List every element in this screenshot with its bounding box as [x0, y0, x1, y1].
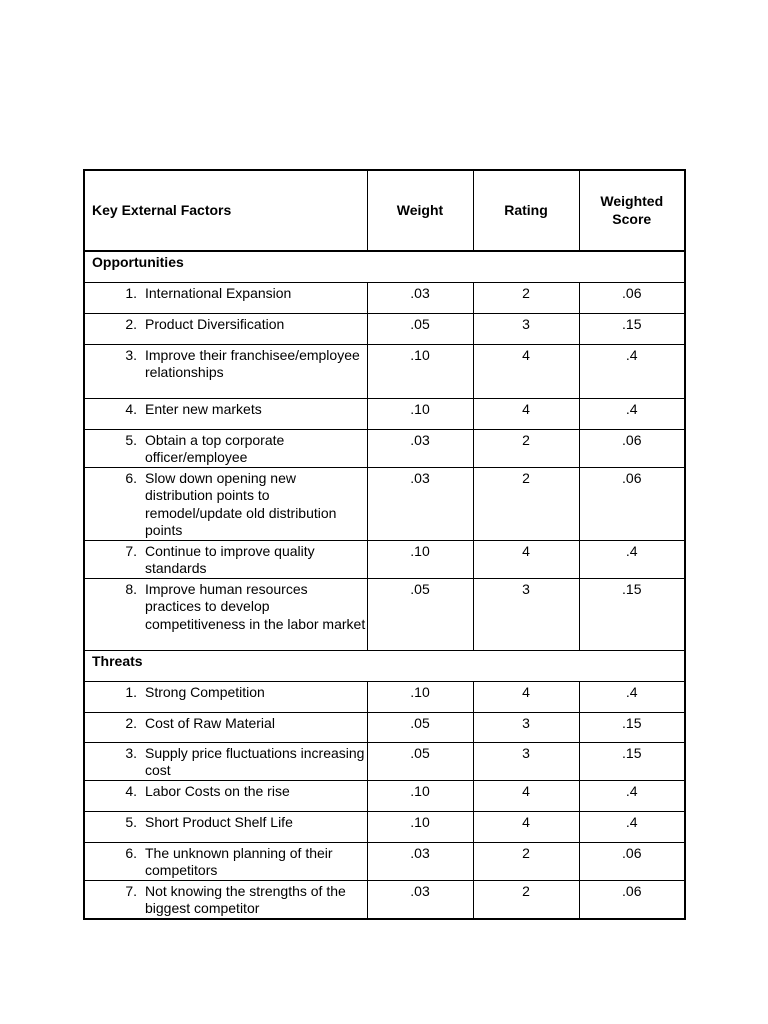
- header-weighted-score: Weighted Score: [579, 170, 685, 251]
- section-row-threats: [84, 650, 685, 681]
- factor-text: Short Product Shelf Life: [145, 813, 293, 830]
- rating-cell: 4: [473, 540, 579, 578]
- factor-text: Strong Competition: [145, 683, 265, 700]
- row-number: 1.: [125, 284, 137, 301]
- row-number: 7.: [125, 542, 137, 559]
- rating-cell: 4: [473, 344, 579, 398]
- factor-text: Continue to improve quality standards: [145, 542, 315, 576]
- rating-cell: 4: [473, 811, 579, 842]
- row-number: 8.: [125, 580, 137, 597]
- row-number: 7.: [125, 882, 137, 899]
- factor-text: Slow down opening new distribution points to remodel/update old distribution points: [145, 469, 337, 538]
- row-number: 6.: [125, 844, 137, 861]
- header-weight: Weight: [367, 170, 473, 251]
- score-cell: .4: [579, 344, 685, 398]
- weight-cell: .10: [367, 344, 473, 398]
- row-number: 3.: [125, 346, 137, 363]
- table-header-row: [84, 170, 685, 251]
- score-cell: .06: [579, 467, 685, 540]
- weight-cell: .10: [367, 811, 473, 842]
- section-title: Opportunities: [84, 251, 685, 282]
- table-row: [84, 429, 685, 467]
- rating-cell: 2: [473, 467, 579, 540]
- table-row: [84, 344, 685, 398]
- rating-cell: 3: [473, 712, 579, 742]
- table-row: [84, 880, 685, 919]
- section-row-opportunities: [84, 251, 685, 282]
- score-cell: .4: [579, 681, 685, 712]
- row-number: 2.: [125, 315, 137, 332]
- row-number: 2.: [125, 714, 137, 731]
- weight-cell: .03: [367, 842, 473, 880]
- factor-text: Product Diversification: [145, 315, 285, 332]
- table-row: [84, 742, 685, 780]
- factor-text: Cost of Raw Material: [145, 714, 275, 731]
- weight-cell: .10: [367, 681, 473, 712]
- rating-cell: 4: [473, 398, 579, 429]
- table-row: [84, 313, 685, 344]
- weight-cell: .05: [367, 313, 473, 344]
- score-cell: .4: [579, 540, 685, 578]
- weight-cell: .03: [367, 880, 473, 919]
- weight-cell: .05: [367, 712, 473, 742]
- factor-text: Improve their franchisee/employee relationships: [145, 346, 360, 380]
- row-number: 5.: [125, 813, 137, 830]
- efe-matrix-table: [83, 169, 686, 920]
- table-row: [84, 681, 685, 712]
- factor-text: International Expansion: [145, 284, 292, 301]
- weight-cell: .10: [367, 398, 473, 429]
- row-number: 4.: [125, 400, 137, 417]
- rating-cell: 4: [473, 780, 579, 811]
- row-number: 1.: [125, 683, 137, 700]
- header-rating: Rating: [473, 170, 579, 251]
- table-row: [84, 282, 685, 313]
- table-row: [84, 842, 685, 880]
- rating-cell: 2: [473, 282, 579, 313]
- rating-cell: 2: [473, 880, 579, 919]
- section-title: Threats: [84, 650, 685, 681]
- header-key-external-factors: Key External Factors: [84, 170, 367, 251]
- rating-cell: 3: [473, 313, 579, 344]
- score-cell: .15: [579, 712, 685, 742]
- factor-text: Obtain a top corporate officer/employee: [145, 431, 285, 465]
- score-cell: .06: [579, 880, 685, 919]
- score-cell: .15: [579, 313, 685, 344]
- weight-cell: .03: [367, 467, 473, 540]
- weight-cell: .05: [367, 742, 473, 780]
- table-row: [84, 578, 685, 650]
- weight-cell: .10: [367, 540, 473, 578]
- table-row: [84, 540, 685, 578]
- weight-cell: .03: [367, 429, 473, 467]
- factor-text: The unknown planning of their competitors: [145, 844, 333, 878]
- factor-text: Supply price fluctuations increasing cost: [145, 744, 365, 778]
- factor-text: Enter new markets: [145, 400, 262, 417]
- rating-cell: 2: [473, 842, 579, 880]
- table-row: [84, 467, 685, 540]
- table-row: [84, 780, 685, 811]
- row-number: 5.: [125, 431, 137, 448]
- table-row: [84, 811, 685, 842]
- score-cell: .15: [579, 578, 685, 650]
- score-cell: .15: [579, 742, 685, 780]
- rating-cell: 4: [473, 681, 579, 712]
- factor-text: Improve human resources practices to develop competitiveness in the labor market: [145, 580, 366, 632]
- factor-text: Labor Costs on the rise: [145, 782, 290, 799]
- row-number: 4.: [125, 782, 137, 799]
- row-number: 3.: [125, 744, 137, 761]
- score-cell: .06: [579, 282, 685, 313]
- row-number: 6.: [125, 469, 137, 486]
- score-cell: .4: [579, 398, 685, 429]
- score-cell: .06: [579, 429, 685, 467]
- weight-cell: .05: [367, 578, 473, 650]
- table-row: [84, 398, 685, 429]
- score-cell: .4: [579, 780, 685, 811]
- rating-cell: 3: [473, 742, 579, 780]
- table-row: [84, 712, 685, 742]
- factor-text: Not knowing the strengths of the biggest competitor: [145, 882, 346, 916]
- score-cell: .4: [579, 811, 685, 842]
- weight-cell: .03: [367, 282, 473, 313]
- rating-cell: 3: [473, 578, 579, 650]
- weight-cell: .10: [367, 780, 473, 811]
- rating-cell: 2: [473, 429, 579, 467]
- score-cell: .06: [579, 842, 685, 880]
